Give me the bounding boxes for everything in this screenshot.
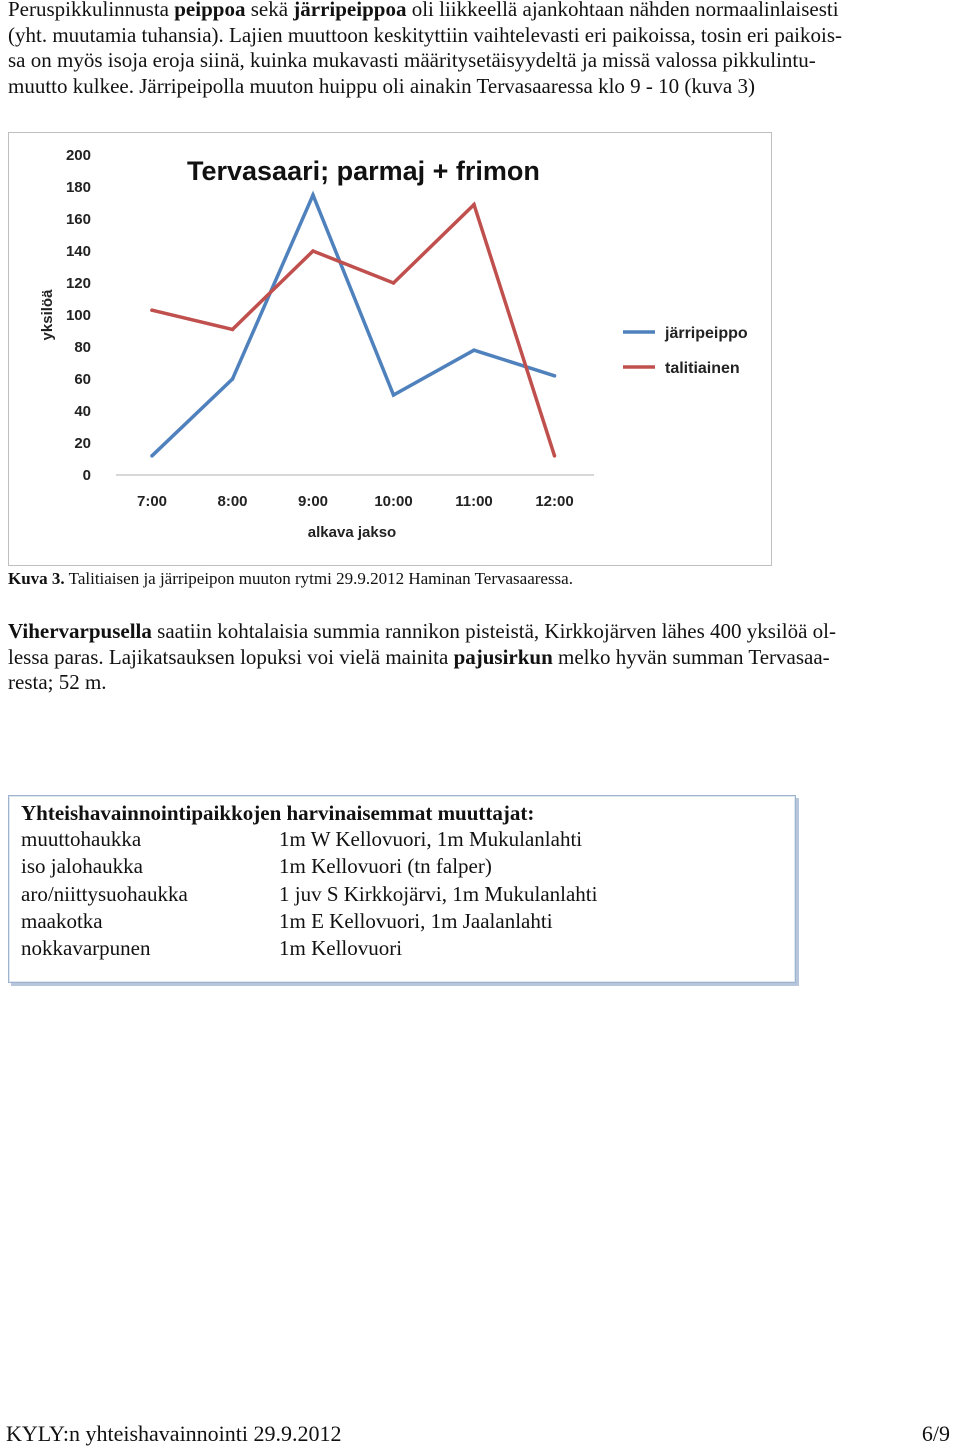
data-point xyxy=(150,308,154,312)
chart-figure xyxy=(8,132,772,566)
rare-species: iso jalohaukka xyxy=(21,854,143,879)
data-point xyxy=(553,454,557,458)
x-tick-label: 12:00 xyxy=(535,493,574,510)
rare-box-title: Yhteishavainnointipaikkojen harvinaisemmat muuttajat: xyxy=(21,801,535,825)
rare-species: muuttohaukka xyxy=(21,827,142,851)
species-pajusirkku: pajusirkun xyxy=(453,644,553,669)
intro-text: Peruspikkulinnusta xyxy=(8,0,175,21)
data-point xyxy=(472,348,476,352)
vihervarpu-line-3: resta; 52 m. xyxy=(8,670,107,694)
intro-text: oli liikkeellä ajankohtaan nähden normaalinlaisesti xyxy=(406,0,839,21)
data-point xyxy=(231,328,235,332)
paragraph-text: melko hyvän summan Tervasaa- xyxy=(552,644,830,669)
caption-label: Kuva 3. xyxy=(8,569,65,588)
data-point xyxy=(150,454,154,458)
species-vihervarpunen: Vihervarpusella xyxy=(8,619,152,643)
rare-migrants-box xyxy=(8,795,796,983)
y-tick-label: 140 xyxy=(65,243,91,260)
caption-text: Talitiaisen ja järripeipon muuton rytmi 29.9.2012 Haminan Tervasaaressa. xyxy=(64,569,573,588)
series-line-1 xyxy=(152,205,555,456)
data-point xyxy=(392,393,396,397)
y-tick-label: 80 xyxy=(74,339,91,356)
species-peippo: peippoa xyxy=(174,0,246,21)
rare-species: aro/niittysuohaukka xyxy=(21,881,188,906)
rare-detail: 1 juv S Kirkkojärvi, 1m Mukulanlahti xyxy=(279,881,598,906)
rare-detail: 1m Kellovuori (tn falper) xyxy=(279,854,492,879)
data-point xyxy=(311,249,315,253)
rare-species: nokkavarpunen xyxy=(21,936,151,961)
rare-detail: 1m W Kellovuori, 1m Mukulanlahti xyxy=(279,827,583,851)
y-tick-label: 180 xyxy=(65,179,91,196)
y-tick-label: 0 xyxy=(82,467,91,484)
y-tick-label: 200 xyxy=(65,147,91,164)
x-tick-label: 10:00 xyxy=(374,493,413,510)
vihervarpu-line-2 xyxy=(8,645,948,671)
x-tick-label: 9:00 xyxy=(297,493,329,510)
rare-detail: 1m E Kellovuori, 1m Jaalanlahti xyxy=(279,908,553,933)
intro-line-3: sa on myös isoja eroja siinä, kuinka mukavasti määritysetäisyydeltä ja missä valossa pikkulintu- xyxy=(8,48,816,72)
data-point xyxy=(231,377,235,381)
rare-detail: 1m Kellovuori xyxy=(279,936,403,961)
y-tick-label: 120 xyxy=(65,275,91,292)
page-number: 6/9 xyxy=(921,1421,950,1446)
vihervarpu-line-1 xyxy=(8,619,948,645)
vihervarpu-paragraph xyxy=(8,619,948,696)
data-point xyxy=(392,281,396,285)
legend-entry: talitiainen xyxy=(665,360,740,377)
x-tick-label: 8:00 xyxy=(217,493,248,510)
data-point xyxy=(472,203,476,207)
x-tick-label: 11:00 xyxy=(455,493,493,510)
y-tick-label: 160 xyxy=(65,211,91,228)
intro-line-4: muutto kulkee. Järripeipolla muuton huippu oli ainakin Tervasaaressa klo 9 - 10 (kuva 3) xyxy=(8,73,755,98)
data-point xyxy=(553,374,557,378)
y-tick-label: 60 xyxy=(74,371,91,388)
legend-entry: järripeippo xyxy=(665,325,748,342)
y-axis-label: yksilöä xyxy=(39,289,56,341)
paragraph-text: lessa paras. Lajikatsauksen lopuksi voi vielä mainita xyxy=(8,644,454,669)
data-point xyxy=(311,193,315,197)
species-jarripeippo: järripeippoa xyxy=(293,0,407,21)
paragraph-text: saatiin kohtalaisia summia rannikon pisteistä, Kirkkojärven lähes 400 yksilöä ol- xyxy=(151,619,837,643)
rare-species: maakotka xyxy=(21,908,103,933)
chart-title: Tervasaari; parmaj + frimon xyxy=(187,156,540,186)
y-tick-label: 40 xyxy=(74,403,91,420)
footer-title: KYLY:n yhteishavainnointi 29.9.2012 xyxy=(6,1421,342,1446)
x-tick-label: 7:00 xyxy=(136,493,168,510)
intro-paragraph xyxy=(8,0,948,99)
intro-text: sekä xyxy=(245,0,294,21)
figure-caption xyxy=(8,568,573,590)
x-axis-label: alkava jakso xyxy=(307,524,397,541)
y-tick-label: 100 xyxy=(65,307,91,324)
intro-line-1 xyxy=(8,0,948,23)
y-tick-label: 20 xyxy=(74,435,91,452)
line-chart xyxy=(9,133,771,565)
intro-line-2: (yht. muutamia tuhansia). Lajien muuttoon keskityttiin vaihtelevasti eri paikoissa, tosin eri paikois- xyxy=(8,22,843,47)
